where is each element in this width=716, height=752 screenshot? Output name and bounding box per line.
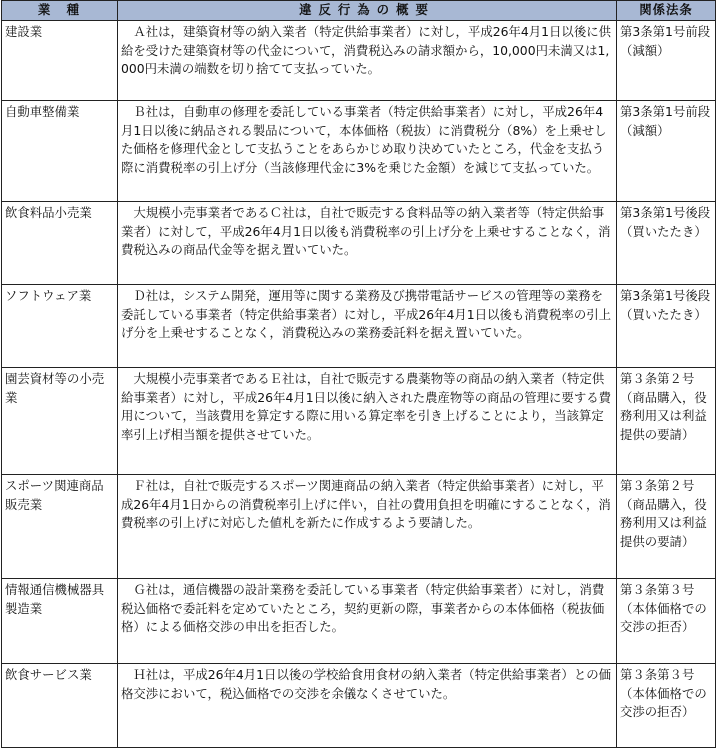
- description-cell: Ａ社は，建築資材等の納入業者（特定供給事業者）に対し，平成26年4月1日以後に供給を受けた建築資材等の代金について，消費税込みの請求額から，10,000円未満又は1,000円未満の端数を切り捨てて支払っていた。: [118, 21, 617, 101]
- header-description: 違反行為の概要: [118, 1, 617, 21]
- law-cell: 第3条第1号後段（買いたたき）: [617, 202, 716, 285]
- table-row: [2, 202, 716, 285]
- law-cell: 第3条第1号前段（減額）: [617, 101, 716, 202]
- header-row: [2, 1, 716, 21]
- description-cell: Ｂ社は，自動車の修理を委託している事業者（特定供給事業者）に対し，平成26年4月1日以後に納品される製品について，本体価格（税抜）に消費税分（8%）を上乗せした価格を修理代金として支払うことをあらかじめ取り決めていたところ，代金を支払う際に消費税率の引上げ分（当該修理代金に3%を乗じた金額）を減じて支払っていた。: [118, 101, 617, 202]
- industry-cell: 園芸資材等の小売業: [2, 368, 118, 475]
- description-cell: Ｈ社は，平成26年4月1日以後の学校給食用食材の納入業者（特定供給事業者）との価格交渉において，税込価格での交渉を余儀なくさせていた。: [118, 664, 617, 748]
- table-row: [2, 368, 716, 475]
- industry-cell: 情報通信機械器具製造業: [2, 579, 118, 664]
- violations-table: [1, 0, 716, 748]
- table-row: [2, 475, 716, 579]
- law-cell: 第３条第３号（本体価格での交渉の拒否）: [617, 664, 716, 748]
- table-row: [2, 664, 716, 748]
- law-cell: 第３条第３号（本体価格での交渉の拒否）: [617, 579, 716, 664]
- law-cell: 第3条第1号後段（買いたたき）: [617, 285, 716, 368]
- description-cell: 大規模小売事業者であるＣ社は，自社で販売する食料品等の納入業者等（特定供給事業者）に対して，平成26年4月1日以後も消費税率の引上げ分を上乗せすることなく，消費税込みの商品代金等を据え置いていた。: [118, 202, 617, 285]
- table-row: [2, 285, 716, 368]
- industry-cell: スポーツ関連商品販売業: [2, 475, 118, 579]
- law-cell: 第３条第２号（商品購入，役務利用又は利益提供の要請）: [617, 368, 716, 475]
- header-law: 関係法条: [617, 1, 716, 21]
- law-cell: 第３条第２号（商品購入，役務利用又は利益提供の要請）: [617, 475, 716, 579]
- table-row: [2, 101, 716, 202]
- header-industry: 業 種: [2, 1, 118, 21]
- industry-cell: ソフトウェア業: [2, 285, 118, 368]
- industry-cell: 自動車整備業: [2, 101, 118, 202]
- description-cell: Ｄ社は，システム開発，運用等に関する業務及び携帯電話サービスの管理等の業務を委託している事業者（特定供給事業者）に対し，平成26年4月1日以後も消費税率の引上げ分を上乗せすることなく，消費税込みの業務委託料を据え置いていた。: [118, 285, 617, 368]
- description-cell: Ｇ社は，通信機器の設計業務を委託している事業者（特定供給事業者）に対し，消費税込価格で委託料を定めていたところ，契約更新の際，事業者からの本体価格（税抜価格）による価格交渉の申出を拒否した。: [118, 579, 617, 664]
- table-row: [2, 579, 716, 664]
- law-cell: 第3条第1号前段（減額）: [617, 21, 716, 101]
- table-row: [2, 21, 716, 101]
- industry-cell: 飲食料品小売業: [2, 202, 118, 285]
- description-cell: 大規模小売事業者であるＥ社は，自社で販売する農薬物等の商品の納入業者（特定供給事業者）に対し，平成26年4月1日以後に納入された農産物等の商品の管理に要する費用について，当該費用を算定する際に用いる算定率を引き上げることにより，当該算定率引上げ相当額を提供させていた。: [118, 368, 617, 475]
- description-cell: Ｆ社は，自社で販売するスポーツ関連商品の納入業者（特定供給事業者）に対し，平成26年4月1日からの消費税率引上げに伴い，自社の費用負担を明確にすることなく，消費税率の引上げに対応した値札を新たに作成するよう要請した。: [118, 475, 617, 579]
- industry-cell: 飲食サービス業: [2, 664, 118, 748]
- industry-cell: 建設業: [2, 21, 118, 101]
